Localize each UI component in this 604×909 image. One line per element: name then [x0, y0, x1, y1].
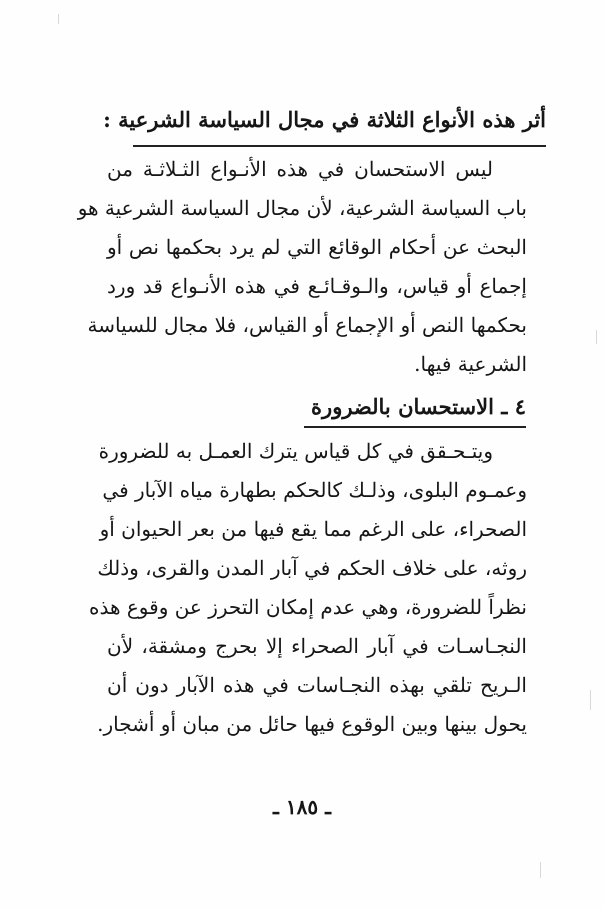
paragraph-1-line: إجماع أو قياس، والـوقـائـع في هذه الأنـواع قد ورد [107, 274, 527, 298]
paragraph-2-line: نظراً للضرورة، وهي عدم إمكان التحرز عن وقوع هذه [88, 595, 527, 619]
scan-mark-bottom [540, 862, 541, 878]
heading-underline [133, 145, 546, 147]
paragraph-1-line: الشرعية فيها. [414, 352, 527, 376]
paragraph-2-line: الصحراء، على الرغم مما يقع فيها من بعر الحيوان أو [99, 517, 527, 541]
paragraph-2 [88, 432, 527, 744]
paragraph-1 [77, 150, 527, 384]
paragraph-2-line: روثه، على خلاف الحكم في آبار المدن والقرى، وذلك [97, 556, 527, 580]
paragraph-1-line: باب السياسة الشرعية، لأن مجال السياسة الشرعية هو [77, 196, 527, 220]
section-heading: أثر هذه الأنواع الثلاثة في مجال السياسة الشرعية : [103, 107, 546, 132]
paragraph-1-line: بحكمها النص أو الإجماع أو القياس، فلا مجال للسياسة [87, 313, 527, 337]
scan-mark-right-lower [590, 690, 591, 710]
page-number: ـ ١٨٥ ـ [273, 795, 331, 819]
subsection-heading: ٤ ـ الاستحسان بالضرورة [311, 394, 526, 419]
paragraph-2-line: يحول بينها وبين الوقوع فيها حائل من مبان أو أشجار. [97, 712, 527, 736]
paragraph-2-line: النجـاسـات في آبار الصحراء إلا بحرج ومشقة، لأن [107, 634, 527, 658]
paragraph-1-line: البحث عن أحكام الوقائع التي لم يرد بحكمها نص أو [107, 235, 527, 259]
paragraph-1-line: ليس الاستحسان في هذه الأنـواع الثـلاثـة من [107, 157, 493, 181]
scan-mark-top [58, 14, 59, 24]
paragraph-2-line: ويتـحـقق في كل قياس يترك العمـل به للضرورة [98, 439, 493, 463]
scan-mark-right [596, 330, 597, 344]
subheading-underline [304, 426, 526, 428]
paragraph-2-line: الـريح تلقي بهذه النجـاسات في هذه الآبار دون أن [107, 673, 527, 697]
paragraph-2-line: وعمـوم البلوى، وذلـك كالحكم بطهارة مياه الآبار في [102, 478, 527, 502]
